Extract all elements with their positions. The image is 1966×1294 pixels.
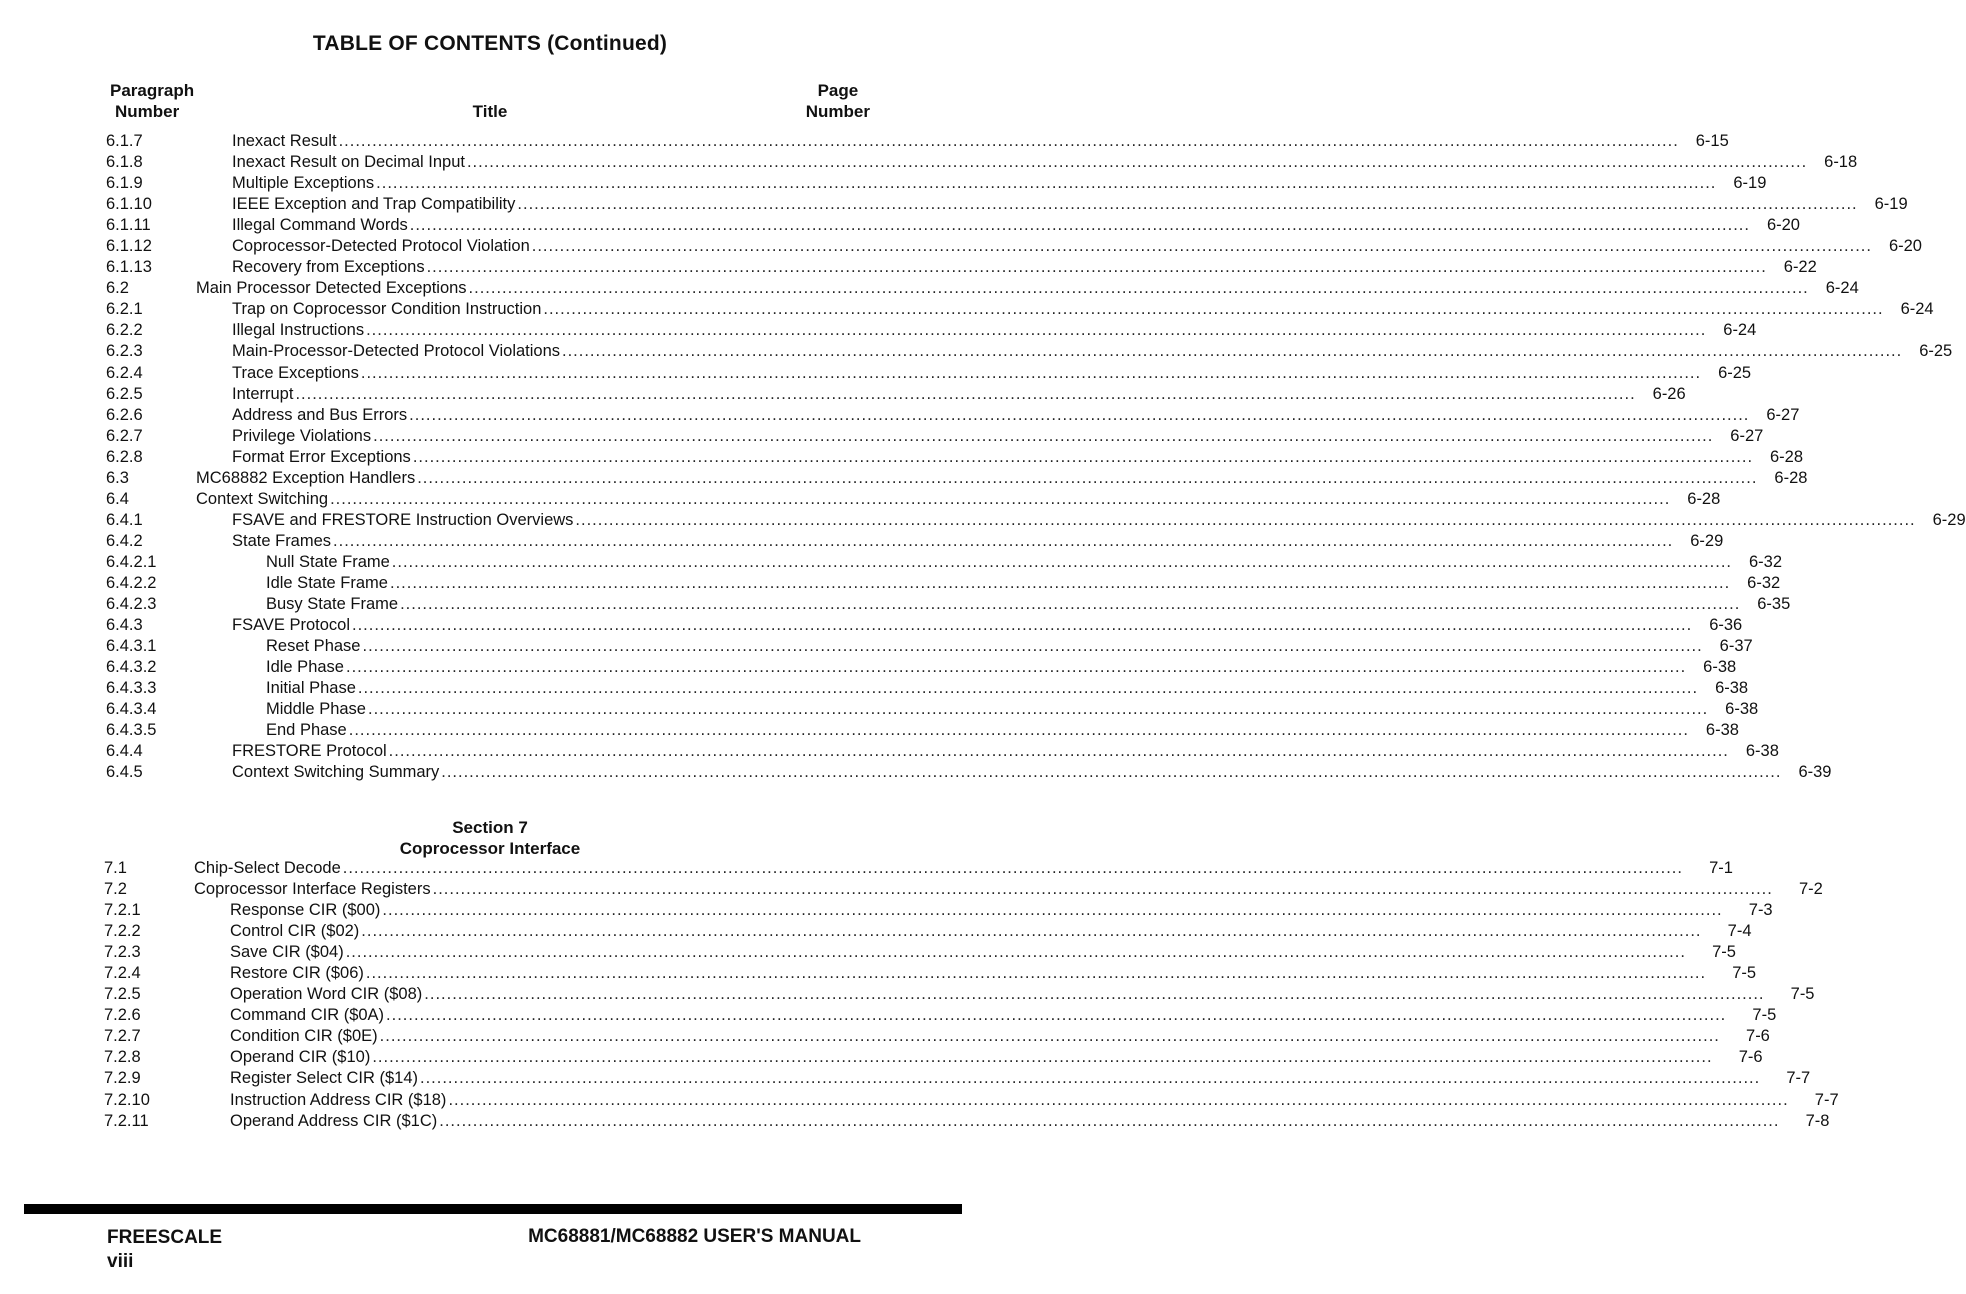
dot-leader [417, 469, 1757, 488]
toc-entry-title: Trap on Coprocessor Condition Instruction [232, 300, 542, 319]
toc-entry [106, 237, 1922, 258]
toc-entry-page: 7-5 [1790, 985, 1815, 1004]
toc-entry-number: 6.4.3.2 [106, 658, 157, 677]
toc-entry-page: 6-22 [1783, 258, 1817, 277]
toc-entry-page: 7-5 [1732, 964, 1757, 983]
toc-entry [106, 216, 1800, 237]
toc-entry-number: 6.1.7 [106, 132, 143, 150]
toc-entry-title: Context Switching Summary [232, 763, 440, 782]
footer-manual-title: MC68881/MC68882 USER'S MANUAL [528, 1226, 861, 1247]
toc-entry-number: 6.4.2.1 [106, 552, 157, 571]
toc-entry-number: 7.2.10 [104, 1090, 150, 1109]
toc-entry-title: FRESTORE Protocol [232, 742, 387, 761]
dot-leader [346, 658, 1686, 677]
toc-entry-title: FSAVE and FRESTORE Instruction Overviews [232, 510, 574, 529]
toc-entry-number: 6.2.3 [106, 342, 143, 361]
toc-entry-title: Idle Phase [266, 658, 344, 677]
toc-entry-number: 7.2.5 [104, 985, 141, 1004]
toc-entry-number: 6.4.5 [106, 763, 143, 782]
toc-entry-page: 6-38 [1725, 700, 1759, 719]
dot-leader [532, 237, 1872, 256]
toc-entry-page: 6-35 [1757, 595, 1791, 614]
toc-entry-number: 6.2.2 [106, 321, 143, 340]
dot-leader [392, 553, 1732, 572]
toc-entry-number: 7.1 [104, 859, 127, 877]
toc-entry [106, 721, 1739, 742]
toc-entry-page: 6-38 [1715, 679, 1749, 698]
toc-entry-number: 6.4.4 [106, 742, 143, 761]
dot-leader [433, 880, 1773, 899]
toc-entry-number: 6.4.2.3 [106, 595, 157, 614]
toc-entry-number: 6.1.11 [106, 216, 151, 235]
toc-entry-title: Coprocessor Interface Registers [194, 880, 431, 899]
dot-leader [409, 406, 1749, 425]
toc-entry-number: 7.2.9 [104, 1069, 141, 1088]
toc-entry-page: 6-20 [1766, 216, 1800, 235]
toc-entry-title: Initial Phase [266, 679, 356, 698]
toc-entry-number: 7.2.3 [104, 943, 141, 962]
footer-brand: FREESCALE [107, 1227, 223, 1248]
toc-entry [106, 321, 1757, 342]
toc-entry-number: 6.4.2 [106, 531, 143, 550]
toc-entry-page: 6-26 [1652, 384, 1686, 403]
dot-leader [346, 943, 1686, 962]
toc-entry [106, 426, 1764, 448]
toc-entry-page: 7-3 [1748, 901, 1773, 920]
toc-entry-page: 6-25 [1919, 342, 1953, 361]
dot-leader [352, 616, 1692, 635]
dot-leader [467, 153, 1807, 172]
toc-section7-list [104, 859, 1839, 1133]
toc-entry [106, 363, 1752, 385]
toc-entry [104, 1090, 1839, 1112]
toc-entry [106, 510, 1966, 532]
toc-entry-title: Privilege Violations [232, 426, 372, 445]
toc-entry-title: Multiple Exceptions [232, 174, 375, 193]
toc-entry-number: 7.2.2 [104, 922, 141, 941]
toc-entry-number: 6.4.1 [106, 510, 143, 529]
toc-entry-page: 6-29 [1690, 531, 1724, 550]
toc-entry-title: Illegal Command Words [232, 216, 408, 235]
toc-entry-number: 6.2.4 [106, 363, 143, 382]
toc-entry-page: 6-27 [1766, 405, 1800, 424]
paragraph-header-line2: Number [115, 102, 180, 121]
toc-entry-page: 6-38 [1703, 658, 1737, 677]
toc-entry-title: Operation Word CIR ($08) [230, 985, 423, 1004]
toc-entry-title: Idle State Frame [266, 573, 388, 592]
toc-entry-page: 7-6 [1746, 1027, 1770, 1046]
dot-leader [362, 637, 1702, 656]
dot-leader [368, 700, 1708, 719]
toc-entry-page: 6-24 [1900, 300, 1934, 319]
toc-entry [104, 922, 1752, 943]
dot-leader [441, 763, 1781, 782]
footer-left [107, 1226, 222, 1274]
toc-entry-title: Chip-Select Decode [194, 859, 341, 877]
toc-entry-number: 6.1.10 [106, 195, 152, 214]
dot-leader [366, 321, 1706, 340]
toc-entry-page: 6-27 [1730, 426, 1764, 445]
toc-entry-title: Control CIR ($02) [230, 922, 360, 941]
toc-entry [106, 700, 1759, 721]
dot-leader [400, 595, 1740, 614]
page-header-line1: Page [817, 81, 859, 100]
toc-entry-page: 6-38 [1705, 721, 1739, 740]
toc-entry-title: Main-Processor-Detected Protocol Violations [232, 342, 561, 361]
toc-entry-page: 6-15 [1695, 132, 1729, 150]
toc-entry-number: 6.1.13 [106, 258, 152, 277]
dot-leader [380, 1027, 1720, 1046]
toc-entry-number: 6.2.1 [106, 300, 143, 319]
toc-entry [106, 552, 1783, 574]
toc-entry-title: End Phase [266, 721, 347, 740]
toc-entry-title: Condition CIR ($0E) [230, 1027, 378, 1046]
toc-entry-page: 7-4 [1727, 922, 1752, 941]
toc-entry [104, 1048, 1763, 1069]
toc-entry [106, 468, 1808, 490]
page-header-line2: Number [805, 102, 870, 121]
toc-entry-title: Operand Address CIR ($1C) [230, 1111, 438, 1130]
toc-entry-title: Interrupt [232, 384, 294, 403]
toc-entry-page: 6-25 [1718, 363, 1752, 382]
toc-section6-list [106, 132, 1966, 784]
toc-entry-number: 7.2 [104, 880, 127, 899]
toc-entry-title: Register Select CIR ($14) [230, 1069, 418, 1088]
toc-entry-page: 7-2 [1798, 880, 1823, 899]
toc-entry-number: 6.2 [106, 279, 129, 298]
toc-entry [104, 859, 1733, 880]
toc-entry-title: Coprocessor-Detected Protocol Violation [232, 237, 530, 256]
toc-entry [106, 279, 1859, 300]
toc-entry-title: Restore CIR ($06) [230, 964, 364, 983]
toc-entry-number: 6.4.3.4 [106, 700, 157, 719]
toc-entry-page: 7-6 [1738, 1048, 1763, 1067]
toc-entry-title: Illegal Instructions [232, 321, 365, 340]
toc-entry [106, 384, 1686, 406]
toc-entry [106, 447, 1804, 469]
toc-entry-number: 7.2.8 [104, 1048, 141, 1067]
toc-entry-page: 6-28 [1687, 489, 1721, 508]
toc-entry-number: 6.4.2.2 [106, 573, 157, 592]
dot-leader [562, 342, 1902, 361]
toc-entry-title: Save CIR ($04) [230, 943, 344, 962]
toc-entry-title: Address and Bus Errors [232, 405, 408, 424]
toc-entry [106, 658, 1737, 679]
toc-entry-title: Recovery from Exceptions [232, 258, 425, 277]
toc-entry-number: 6.2.6 [106, 405, 143, 424]
toc-entry-number: 7.2.4 [104, 964, 141, 983]
dot-leader [517, 195, 1857, 214]
dot-leader [448, 1091, 1788, 1110]
toc-entry [106, 616, 1743, 637]
toc-entry-number: 6.4.3.1 [106, 637, 157, 656]
toc-entry [104, 880, 1823, 901]
dot-leader [420, 1069, 1760, 1088]
toc-entry [106, 174, 1767, 195]
toc-entry-number: 6.1.12 [106, 237, 152, 256]
dot-leader [376, 174, 1716, 193]
toc-entry-number: 7.2.1 [104, 901, 141, 920]
toc-entry-page: 6-28 [1770, 447, 1804, 466]
toc-entry [106, 595, 1791, 616]
dot-leader [410, 216, 1750, 235]
toc-entry-number: 6.2.7 [106, 426, 143, 445]
dot-leader [390, 574, 1730, 593]
dot-leader [469, 279, 1809, 298]
toc-entry [106, 195, 1908, 216]
toc-entry [104, 1027, 1770, 1048]
toc-entry-page: 7-7 [1814, 1090, 1839, 1109]
dot-leader [373, 427, 1713, 446]
toc-entry [104, 901, 1773, 922]
footer-page-number: viii [107, 1251, 134, 1272]
toc-entry [104, 1111, 1830, 1133]
dot-leader [358, 679, 1698, 698]
toc-entry-page: 6-36 [1709, 616, 1743, 635]
toc-entry [104, 1006, 1777, 1027]
toc-entry-page: 6-18 [1824, 153, 1858, 172]
toc-entry-number: 6.4.3.5 [106, 721, 157, 740]
toc-entry-number: 6.2.8 [106, 447, 143, 466]
toc-entry-title: Format Error Exceptions [232, 447, 411, 466]
toc-entry-number: 6.4.3.3 [106, 679, 157, 698]
toc-entry [106, 405, 1800, 427]
dot-leader [295, 385, 1635, 404]
dot-leader [543, 300, 1883, 319]
toc-entry-title: Trace Exceptions [232, 363, 359, 382]
dot-leader [361, 364, 1701, 383]
dot-leader [439, 1112, 1779, 1131]
toc-entry [106, 742, 1779, 763]
title-header: Title [472, 102, 508, 121]
toc-entry [104, 964, 1757, 985]
toc-entry-page: 6-20 [1888, 237, 1922, 256]
toc-entry-page: 6-38 [1745, 742, 1779, 761]
toc-entry-number: 6.1.8 [106, 153, 143, 172]
dot-leader [389, 742, 1729, 761]
dot-leader [349, 721, 1689, 740]
toc-entry [104, 1069, 1811, 1090]
toc-entry-page: 6-39 [1798, 763, 1832, 782]
toc-entry-title: Inexact Result on Decimal Input [232, 153, 465, 172]
toc-entry-page: 7-5 [1752, 1006, 1777, 1025]
toc-entry-title: State Frames [232, 531, 332, 550]
toc-entry [106, 342, 1953, 363]
toc-entry-number: 6.1.9 [106, 174, 143, 193]
toc-entry-number: 7.2.11 [104, 1111, 149, 1130]
toc-entry-title: Response CIR ($00) [230, 901, 381, 920]
dot-leader [339, 132, 1679, 151]
toc-entry-title: Instruction Address CIR ($18) [230, 1090, 447, 1109]
dot-leader [413, 448, 1753, 467]
dot-leader [424, 985, 1764, 1004]
section7-heading: Section 7 [452, 818, 528, 837]
page-title: TABLE OF CONTENTS (Continued) [312, 32, 668, 55]
toc-entry-title: Command CIR ($0A) [230, 1006, 385, 1025]
toc-entry-number: 7.2.7 [104, 1027, 141, 1046]
dot-leader [382, 901, 1722, 920]
toc-entry [106, 132, 1729, 153]
toc-entry-page: 7-1 [1709, 859, 1733, 877]
toc-entry-title: FSAVE Protocol [232, 616, 350, 635]
dot-leader [427, 258, 1767, 277]
toc-entry-page: 6-19 [1733, 174, 1767, 193]
toc-entry-page: 6-19 [1874, 195, 1908, 214]
page-number-header [806, 80, 870, 122]
dot-leader [372, 1048, 1712, 1067]
toc-entry-title: Reset Phase [266, 637, 361, 656]
toc-entry [106, 300, 1934, 321]
toc-entry-title: Operand CIR ($10) [230, 1048, 371, 1067]
toc-entry-number: 6.4.3 [106, 616, 143, 635]
toc-entry [106, 763, 1832, 784]
toc-entry-page: 6-28 [1774, 468, 1808, 487]
toc-entry [106, 153, 1858, 174]
toc-entry [104, 943, 1736, 964]
toc-entry [106, 258, 1817, 279]
toc-entry-page: 6-32 [1748, 552, 1783, 571]
toc-entry [104, 985, 1815, 1006]
toc-entry-page: 6-37 [1719, 637, 1753, 656]
toc-entry-title: MC68882 Exception Handlers [196, 468, 416, 487]
toc-entry-page: 6-32 [1747, 573, 1781, 592]
toc-entry-page: 7-5 [1712, 943, 1736, 962]
section7-subheading: Coprocessor Interface [399, 839, 581, 858]
toc-entry [106, 531, 1724, 553]
toc-entry-title: IEEE Exception and Trap Compatibility [232, 195, 516, 214]
toc-entry-title: Context Switching [196, 489, 329, 508]
dot-leader [386, 1006, 1726, 1025]
toc-entry-page: 6-24 [1825, 279, 1859, 298]
dot-leader [361, 922, 1701, 941]
toc-entry-title: Inexact Result [232, 132, 337, 150]
toc-entry-title: Null State Frame [266, 552, 390, 571]
toc-entry-title: Busy State Frame [266, 595, 399, 614]
dot-leader [330, 490, 1670, 509]
paragraph-header-line1: Paragraph [110, 81, 195, 100]
footer-rule [24, 1204, 962, 1214]
toc-entry-page: 7-7 [1786, 1069, 1811, 1088]
toc-entry-page: 6-24 [1723, 321, 1757, 340]
toc-entry-title: Middle Phase [266, 700, 366, 719]
toc-entry-page: 7-8 [1805, 1111, 1830, 1130]
toc-entry-number: 6.2.5 [106, 384, 143, 403]
toc-entry-number: 6.4 [106, 489, 129, 508]
dot-leader [575, 511, 1915, 530]
toc-entry-number: 6.3 [106, 468, 129, 487]
toc-entry-number: 7.2.6 [104, 1006, 141, 1025]
toc-entry [106, 489, 1721, 511]
dot-leader [343, 859, 1683, 878]
toc-entry-page: 6-29 [1932, 510, 1966, 529]
dot-leader [333, 532, 1673, 551]
toc-entry [106, 573, 1781, 595]
dot-leader [366, 964, 1706, 983]
toc-entry [106, 637, 1753, 658]
toc-entry [106, 679, 1749, 700]
toc-entry-title: Main Processor Detected Exceptions [196, 279, 467, 298]
